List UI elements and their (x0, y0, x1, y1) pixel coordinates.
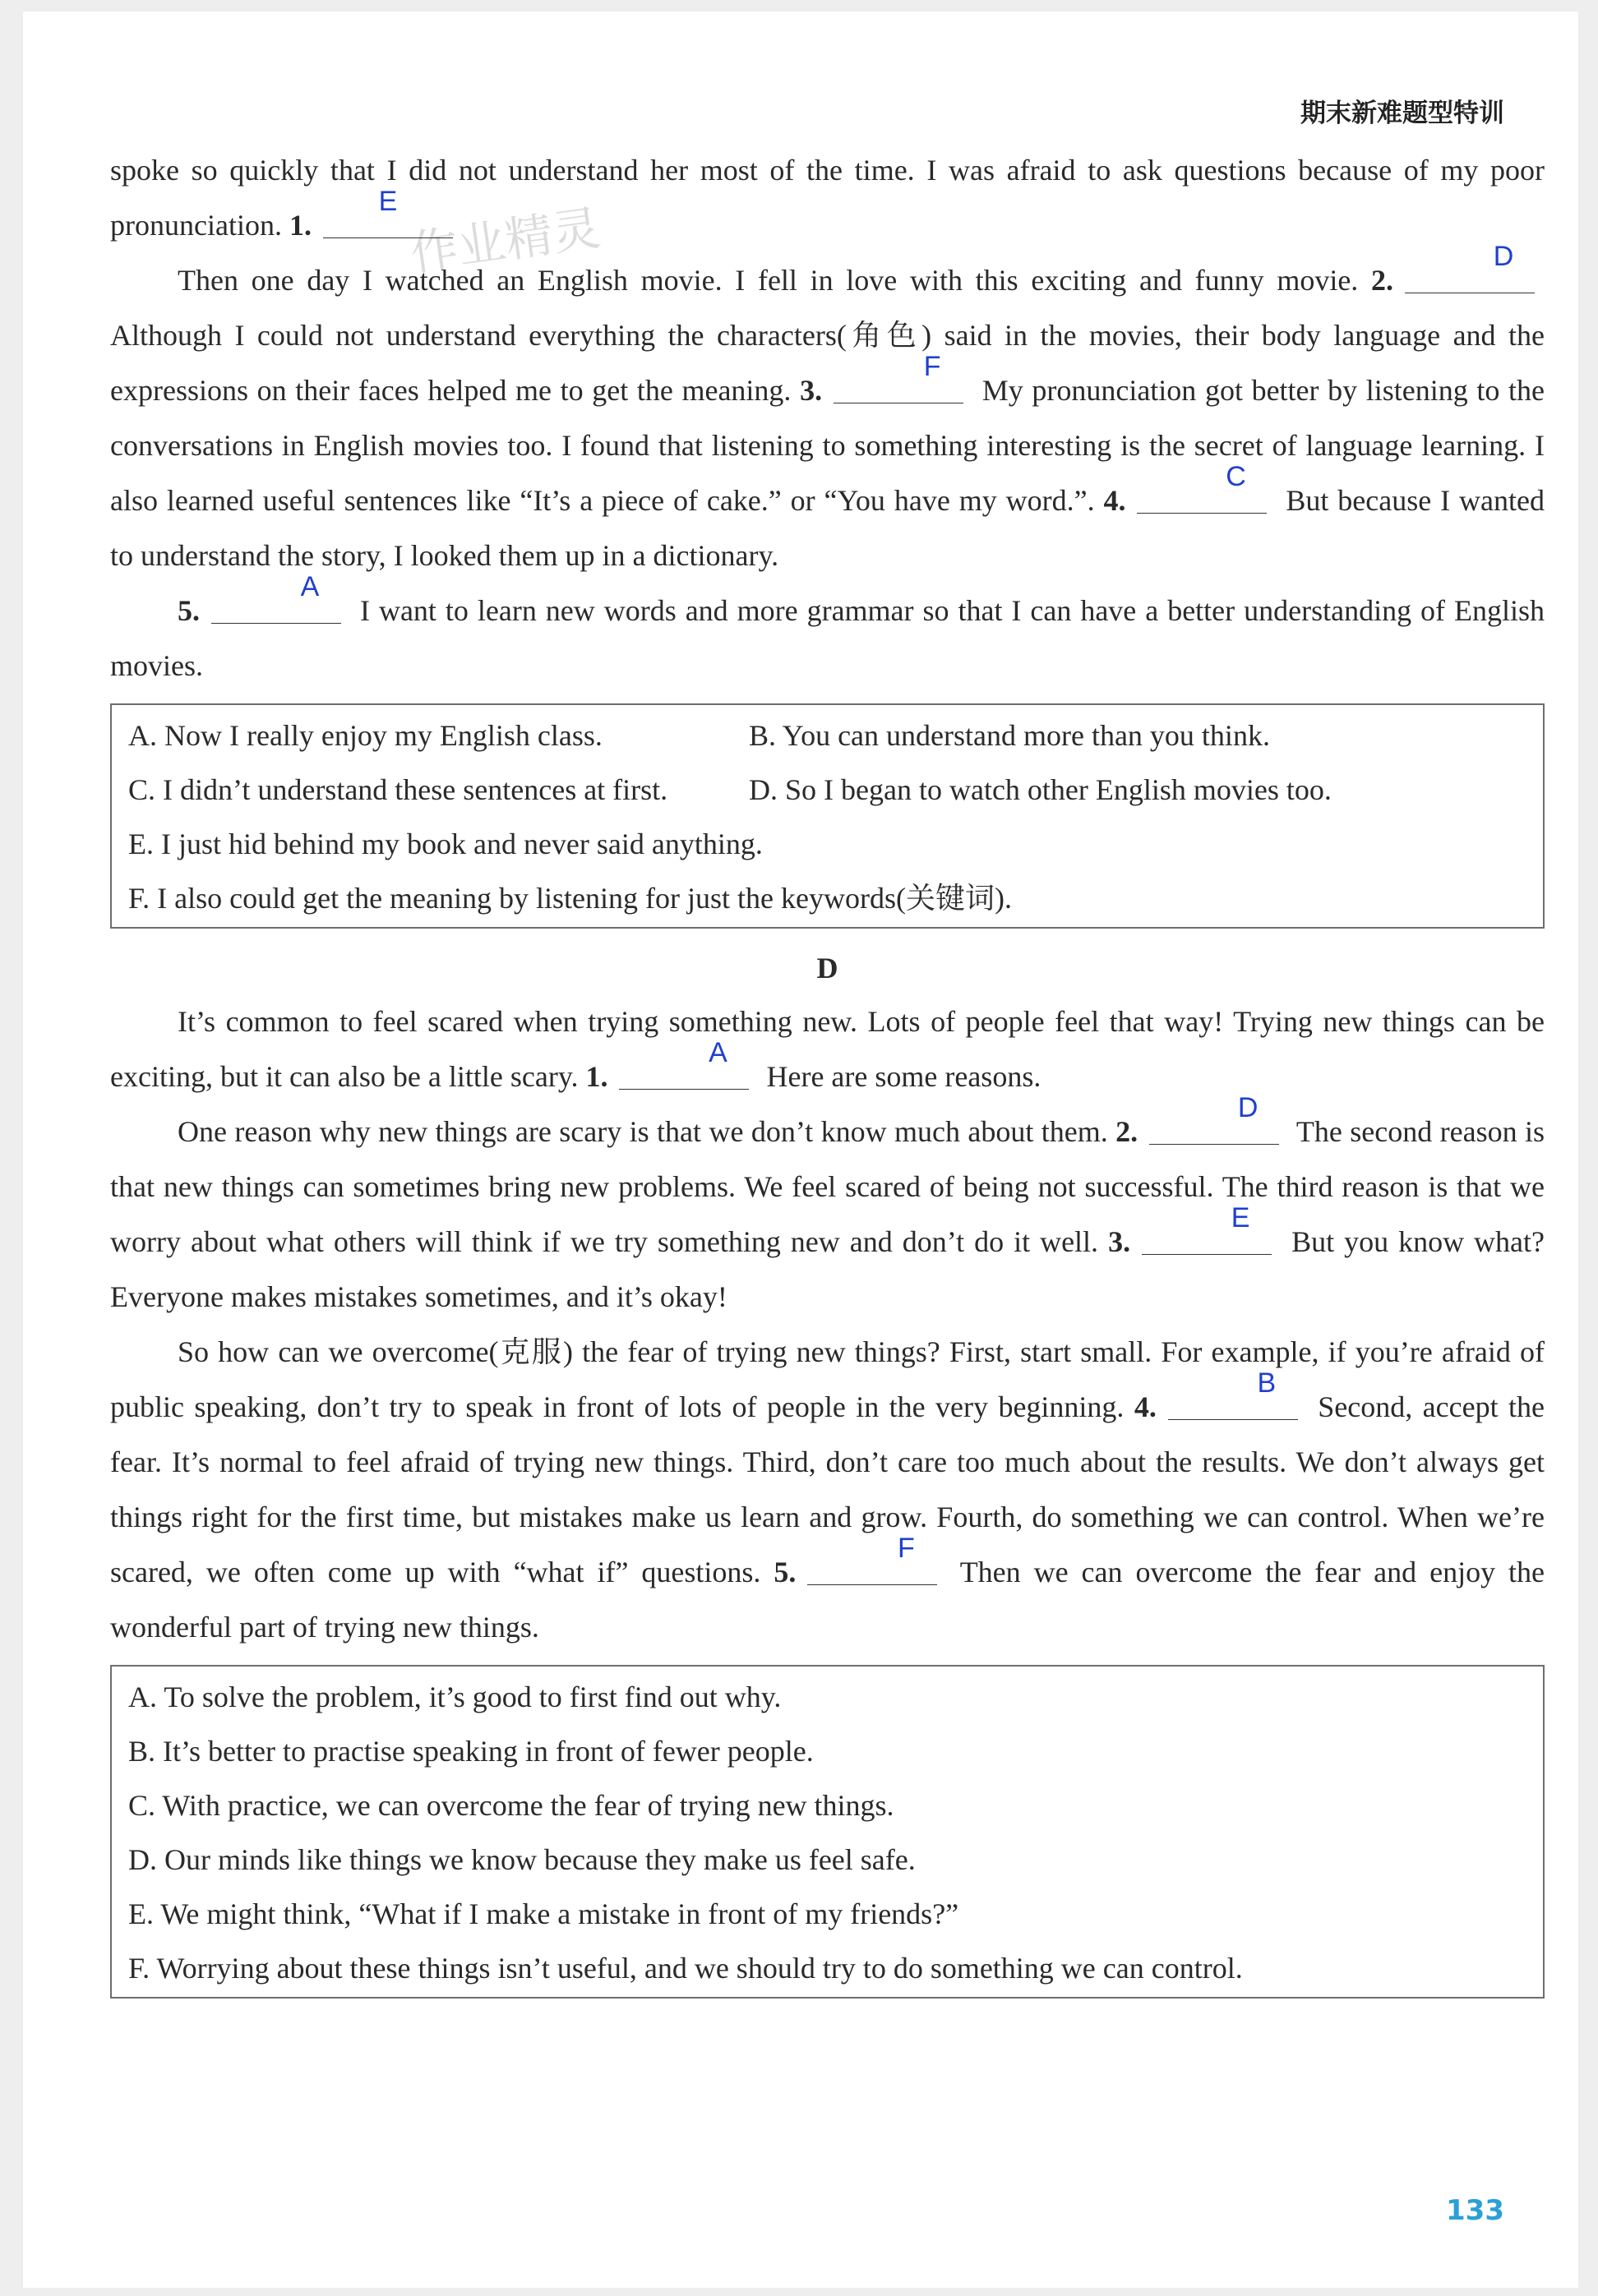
watermark-logo: 作业精灵 (407, 200, 604, 282)
option-row (128, 708, 1526, 763)
passage-text: It’s common to feel scared when trying something new. Lots of people feel that way! Trying new things can be exciting, but it can also be a little scary. (110, 1005, 1545, 1093)
answer-blank[interactable] (323, 186, 453, 238)
passage-d-paragraph-1 (110, 994, 1545, 1104)
passage-text: The second reason is that new things can sometimes bring new problems. We feel scared of being not successful. The third reason is that we worry about what others will think if we try something new and don’t do it well. (110, 1115, 1545, 1258)
answer-blank[interactable] (1168, 1367, 1298, 1420)
passage-text: One reason why new things are scary is that we don’t know much about them. (178, 1115, 1108, 1148)
passage-text: Second, accept the fear. It’s normal to feel afraid of trying new things. Third, don’t care too much about the results. We don’t always get things right for the first time, but mistakes make us learn and grow. Fourth, do something we can control. When we’re scared, we often come up with “what if” questions. (110, 1390, 1545, 1588)
question-number: 4. (1103, 484, 1126, 517)
option-f: F. I also could get the meaning by listening for just the keywords(关键词). (128, 882, 1012, 915)
answer-blank[interactable] (1149, 1092, 1279, 1145)
passage-text: But you know what? Everyone makes mistakes sometimes, and it’s okay! (110, 1225, 1545, 1313)
option-c: C. I didn’t understand these sentences at first. (128, 773, 668, 806)
options-box-c (110, 703, 1545, 929)
page-number: 133 (1446, 2194, 1504, 2227)
passage-c-paragraph-3 (110, 571, 1545, 694)
question-number: 2. (1371, 264, 1393, 297)
option-row (128, 763, 1526, 817)
option-a: A. To solve the problem, it’s good to first find out why. (128, 1681, 782, 1713)
question-number: 1. (585, 1060, 608, 1093)
passage-text: Then one day I watched an English movie. I fell in love with this exciting and funny movie. (178, 264, 1359, 297)
passage-d-paragraph-3 (110, 1325, 1545, 1655)
filled-answer: E (1231, 1202, 1250, 1233)
question-number: 1. (289, 209, 312, 242)
option-c: C. With practice, we can overcome the fear of trying new things. (128, 1789, 894, 1822)
filled-answer: A (709, 1037, 727, 1068)
filled-answer: D (1237, 1092, 1259, 1123)
filled-answer: F (923, 351, 941, 382)
options-box-d (110, 1665, 1545, 1999)
question-number: 2. (1115, 1115, 1138, 1148)
answer-blank[interactable] (211, 571, 341, 624)
workbook-page (23, 12, 1578, 2288)
option-d: D. So I began to watch other English movies too. (749, 773, 1332, 806)
filled-answer: A (300, 571, 320, 602)
passage-text: Then we can overcome the fear and enjoy the wonderful part of trying new things. (110, 1556, 1545, 1644)
answer-blank[interactable] (1405, 241, 1535, 293)
option-b: B. You can understand more than you think. (749, 719, 1270, 752)
answer-blank[interactable] (619, 1037, 749, 1090)
filled-answer: B (1257, 1367, 1277, 1399)
passage-text: Here are some reasons. (766, 1060, 1041, 1093)
question-number: 3. (1108, 1225, 1131, 1258)
page-content (110, 143, 1545, 2012)
answer-blank[interactable] (1137, 461, 1267, 514)
option-a: A. Now I really enjoy my English class. (128, 719, 603, 752)
option-b: B. It’s better to practise speaking in front of fewer people. (128, 1735, 814, 1768)
question-number: 5. (178, 594, 200, 627)
answer-blank[interactable] (807, 1533, 937, 1585)
question-number: 5. (774, 1556, 797, 1588)
option-e: E. I just hid behind my book and never said anything. (128, 828, 763, 860)
passage-text: But because I wanted to understand the story, I looked them up in a dictionary. (110, 484, 1545, 572)
question-number: 4. (1134, 1390, 1157, 1423)
question-number: 3. (800, 374, 823, 407)
option-f: F. Worrying about these things isn’t useful, and we should try to do something we can control. (128, 1952, 1243, 1985)
passage-text: I want to learn new words and more grammar so that I can have a better understanding of English movies. (110, 594, 1545, 682)
answer-blank[interactable] (1142, 1202, 1272, 1255)
answer-blank[interactable] (834, 351, 963, 403)
passage-text: My pronunciation got better by listening to the conversations in English movies too. I found that listening to something interesting is the secret of language learning. I also learned useful sentences like “It’s a piece of cake.” or “You have my word.”. (110, 374, 1545, 517)
option-e: E. We might think, “What if I make a mistake in front of my friends?” (128, 1897, 959, 1930)
filled-answer: E (378, 186, 398, 217)
filled-answer: C (1226, 461, 1246, 492)
passage-d-paragraph-2 (110, 1092, 1545, 1325)
passage-text: So how can we overcome(克服) the fear of trying new things? First, start small. For example, if you’re afraid of public speaking, don’t try to speak in front of lots of people in the very beginning. (110, 1335, 1545, 1423)
passage-text: Although I could not understand everything the characters(角色) said in the movies, their body language and the expressions on their faces helped me to get the meaning. (110, 319, 1545, 407)
passage-c-paragraph-1 (110, 143, 1545, 253)
section-d-title: D (816, 952, 838, 984)
passage-text: spoke so quickly that I did not understand her most of the time. I was afraid to ask questions because of my poor pronunciation. (110, 154, 1545, 242)
filled-answer: D (1493, 241, 1514, 272)
page-header-title: 期末新难题型特训 (1300, 99, 1504, 128)
option-d: D. Our minds like things we know because they make us feel safe. (128, 1843, 916, 1876)
filled-answer: F (897, 1533, 915, 1564)
